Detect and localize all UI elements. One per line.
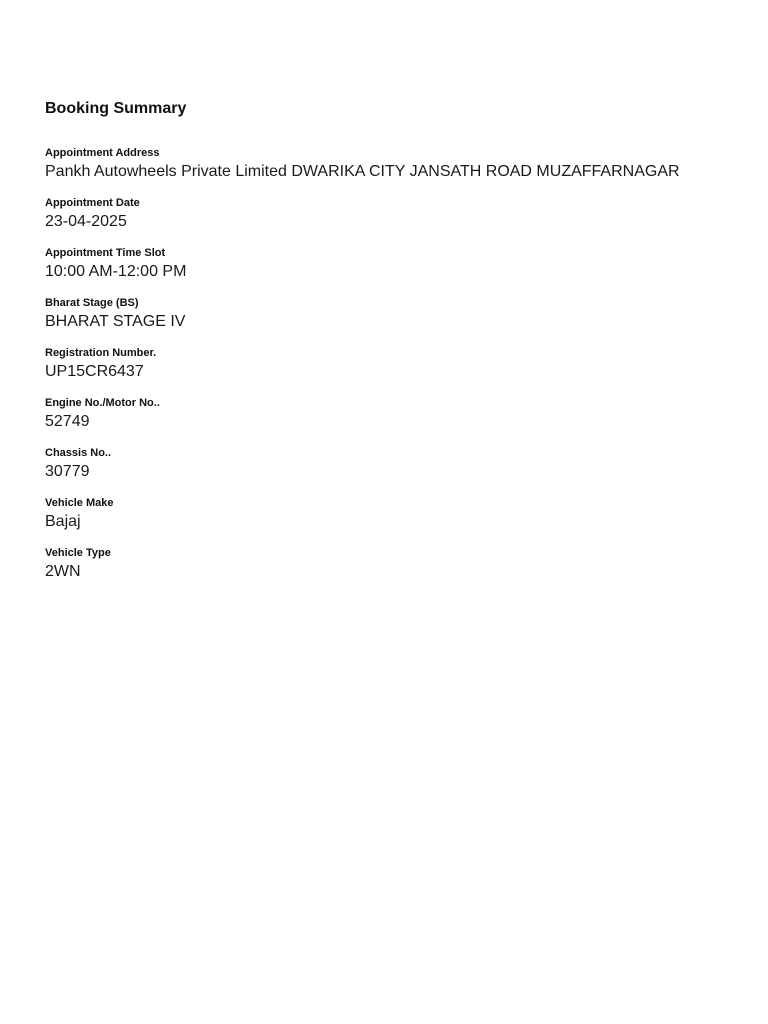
field-label: Vehicle Type bbox=[45, 547, 111, 559]
field-label: Appointment Time Slot bbox=[45, 247, 166, 259]
field-value: Bajaj bbox=[45, 513, 81, 530]
field-appointment-time-slot bbox=[45, 246, 745, 284]
booking-summary bbox=[45, 98, 745, 596]
field-bharat-stage bbox=[45, 296, 745, 334]
field-label: Appointment Address bbox=[45, 147, 160, 159]
field-value: UP15CR6437 bbox=[45, 363, 144, 380]
field-label: Vehicle Make bbox=[45, 497, 114, 509]
field-engine-number bbox=[45, 396, 745, 434]
field-appointment-address bbox=[45, 146, 745, 184]
field-value: 10:00 AM-12:00 PM bbox=[45, 263, 187, 280]
field-value: 23-04-2025 bbox=[45, 213, 127, 230]
field-vehicle-make bbox=[45, 496, 745, 534]
field-label: Registration Number. bbox=[45, 347, 157, 359]
field-value: 2WN bbox=[45, 563, 81, 580]
field-value: 52749 bbox=[45, 413, 90, 430]
field-label: Bharat Stage (BS) bbox=[45, 297, 139, 309]
field-chassis-number bbox=[45, 446, 745, 484]
field-registration-number bbox=[45, 346, 745, 384]
field-value: Pankh Autowheels Private Limited DWARIKA CITY JANSATH ROAD MUZAFFARNAGAR bbox=[45, 163, 680, 180]
field-label: Engine No./Motor No.. bbox=[45, 397, 160, 409]
field-label: Appointment Date bbox=[45, 197, 140, 209]
field-appointment-date bbox=[45, 196, 745, 234]
field-vehicle-type bbox=[45, 546, 745, 584]
field-value: 30779 bbox=[45, 463, 90, 480]
page-title: Booking Summary bbox=[45, 100, 187, 117]
field-value: BHARAT STAGE IV bbox=[45, 313, 186, 330]
field-label: Chassis No.. bbox=[45, 447, 112, 459]
